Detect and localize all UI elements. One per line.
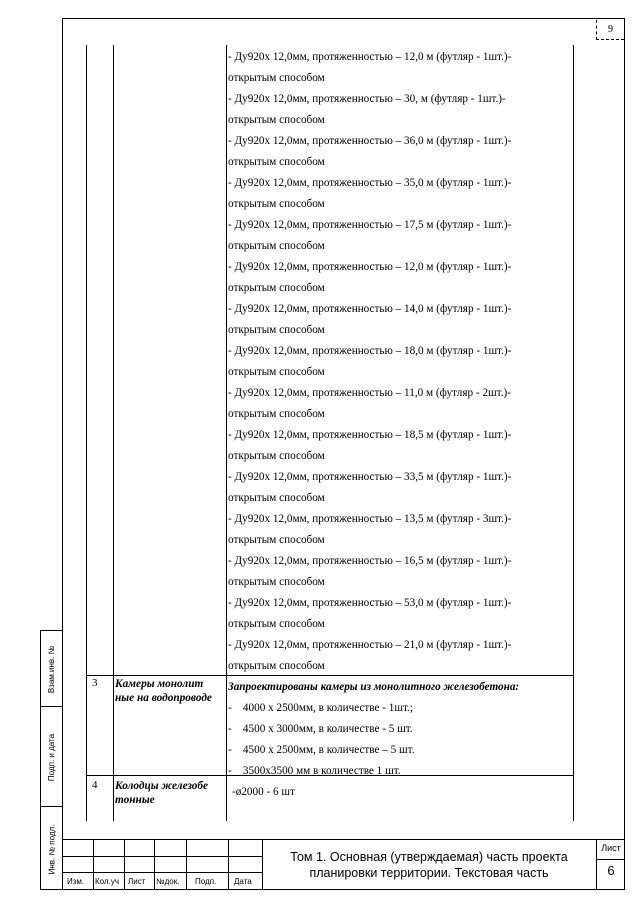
pipe-list-line: открытым способом <box>228 198 325 210</box>
pipe-list-line: - Ду920х 12,0мм, протяженностью – 18,0 м (футляр - 1шт.)- <box>228 345 512 357</box>
pipe-list-line: открытым способом <box>228 534 325 546</box>
row3-item-4: - 3500х3500 мм в количестве 1 шт. <box>228 765 401 777</box>
pipe-list-line: открытым способом <box>228 72 325 84</box>
pipe-list-line: - Ду920х 12,0мм, протяженностью – 36,0 м (футляр - 1шт.)- <box>228 135 512 147</box>
row3-heading: Запроектированы камеры из монолитного железобетона: <box>228 681 520 693</box>
pipe-list-line: открытым способом <box>228 492 325 504</box>
tb-label-data: Дата <box>234 877 252 886</box>
row4-number: 4 <box>92 779 98 791</box>
pipe-list-line: открытым способом <box>228 618 325 630</box>
side-label-inv: Инв. № подл. <box>47 824 56 874</box>
pipe-list-line: открытым способом <box>228 450 325 462</box>
pipe-list-line: - Ду920х 12,0мм, протяженностью – 13,5 м (футляр - 3шт.)- <box>228 513 512 525</box>
table-col-divider-1 <box>113 45 114 821</box>
tb-label-podp: Подп. <box>195 877 217 886</box>
page-number-top: 9 <box>596 20 624 40</box>
table-right-border <box>573 45 574 821</box>
pipe-list-line: - Ду920х 12,0мм, протяженностью – 33,5 м (футляр - 1шт.)- <box>228 471 512 483</box>
row4-name: Колодцы железобе тонные <box>115 780 209 806</box>
pipe-list-line: - Ду920х 12,0мм, протяженностью – 30, м (футляр - 1шт.)- <box>228 93 506 105</box>
tb-col-1 <box>93 839 94 890</box>
pipe-list-line: открытым способом <box>228 156 325 168</box>
title-block-line-b <box>62 872 262 873</box>
pipe-list-line: - Ду920х 12,0мм, протяженностью – 18,5 м (футляр - 1шт.)- <box>228 429 512 441</box>
pipe-list-line: открытым способом <box>228 408 325 420</box>
row3-item-1: - 4000 х 2500мм, в количестве - 1шт.; <box>228 702 413 714</box>
pipe-list-line: - Ду920х 12,0мм, протяженностью – 17,5 м (футляр - 1шт.)- <box>228 219 512 231</box>
tb-label-list: Лист <box>128 877 146 886</box>
sheet-box-divider <box>596 859 625 860</box>
tb-col-2 <box>124 839 125 890</box>
pipe-list-line: - Ду920х 12,0мм, протяженностью – 12,0 м (футляр - 1шт.)- <box>228 51 512 63</box>
side-label-vzam: Взам.инв. № <box>47 645 56 693</box>
row4-text: -ø2000 - 6 шт <box>232 786 295 798</box>
pipe-list <box>228 47 573 677</box>
pipe-list-line: открытым способом <box>228 240 325 252</box>
sheet-number: 6 <box>607 863 615 878</box>
side-label-podp: Подп. и дата <box>47 733 56 781</box>
sheet-label: Лист <box>601 843 621 853</box>
tb-label-ndok: №док. <box>156 877 180 886</box>
pipe-list-line: - Ду920х 12,0мм, протяженностью – 14,0 м (футляр - 1шт.)- <box>228 303 512 315</box>
row3-item-2: - 4500 х 3000мм, в количестве - 5 шт. <box>228 723 413 735</box>
row3-name: Камеры монолит ные на водопроводе <box>115 678 212 704</box>
pipe-list-line: - Ду920х 12,0мм, протяженностью – 21,0 м (футляр - 1шт.)- <box>228 639 512 651</box>
pipe-list-line: открытым способом <box>228 114 325 126</box>
title-block-line-a <box>62 856 262 857</box>
pipe-list-line: - Ду920х 12,0мм, протяженностью – 16,5 м (футляр - 1шт.)- <box>228 555 512 567</box>
pipe-list-line: - Ду920х 12,0мм, протяженностью – 11,0 м (футляр - 2шт.)- <box>228 387 511 399</box>
pipe-list-line: открытым способом <box>228 660 325 672</box>
row3-item-3: - 4500 х 2500мм, в количестве – 5 шт. <box>228 744 415 756</box>
pipe-list-line: - Ду920х 12,0мм, протяженностью – 12,0 м (футляр - 1шт.)- <box>228 261 512 273</box>
tb-col-5 <box>228 839 229 890</box>
side-stamp-strip <box>40 630 62 890</box>
table-col-divider-2 <box>226 45 227 821</box>
table-left-border <box>86 45 87 821</box>
tb-col-4 <box>186 839 187 890</box>
pipe-list-line: - Ду920х 12,0мм, протяженностью – 53,0 м (футляр - 1шт.)- <box>228 597 512 609</box>
tb-label-izm: Изм. <box>67 877 85 886</box>
title-block-top-line <box>62 839 625 840</box>
pipe-list-line: открытым способом <box>228 282 325 294</box>
tb-label-kol: Кол.уч <box>95 877 119 886</box>
pipe-list-line: открытым способом <box>228 324 325 336</box>
pipe-list-line: открытым способом <box>228 576 325 588</box>
pipe-list-line: - Ду920х 12,0мм, протяженностью – 35,0 м (футляр - 1шт.)- <box>228 177 512 189</box>
row3-number: 3 <box>92 677 98 689</box>
document-title: Том 1. Основная (утверждаемая) часть проекта планировки территории. Текстовая часть <box>290 850 568 880</box>
tb-col-3 <box>154 839 155 890</box>
pipe-list-line: открытым способом <box>228 366 325 378</box>
